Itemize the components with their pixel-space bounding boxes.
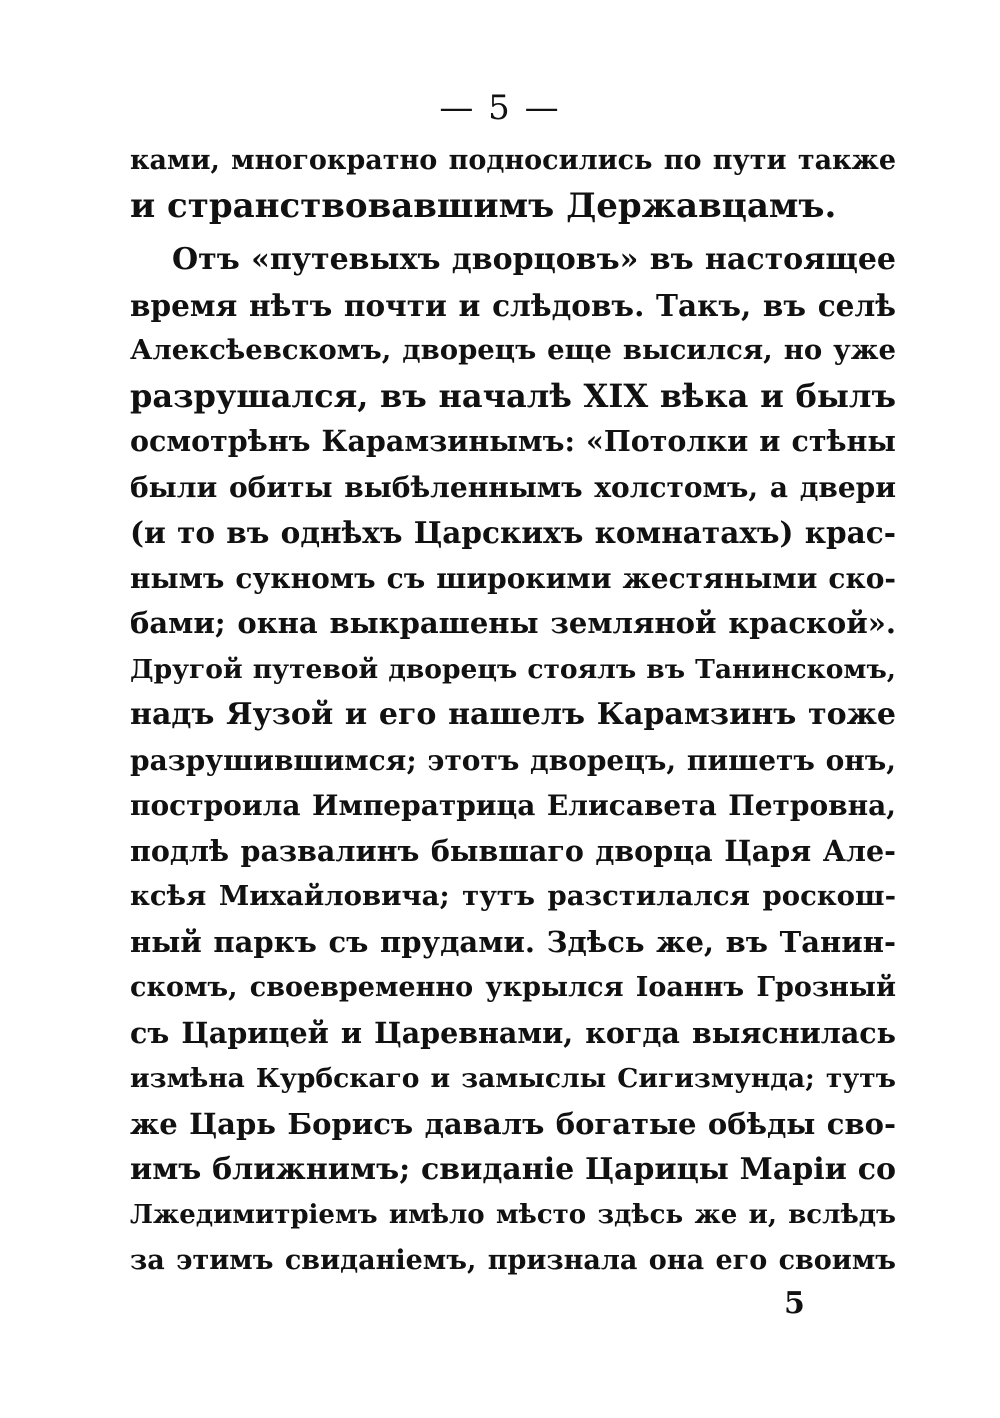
text-line: время нѣтъ почти и слѣдовъ. Такъ, въ селѣ xyxy=(130,287,896,323)
text-line: были обиты выбѣленнымъ холстомъ, а двери xyxy=(130,470,896,504)
text-line: разрушившимся; этотъ дворецъ, пишетъ онъ, xyxy=(130,743,896,777)
text-line: съ Царицей и Царевнами, когда выяснилась xyxy=(130,1015,896,1050)
text-line: осмотрѣнъ Карамзинымъ: «Потолки и стѣны xyxy=(130,424,896,458)
text-line: Другой путевой дворецъ стоялъ въ Танинскомъ, xyxy=(130,653,896,685)
body-text xyxy=(130,138,896,1284)
text-line: Алексѣевскомъ, дворецъ еще высился, но уже xyxy=(130,334,896,366)
text-line: надъ Яузой и его нашелъ Карамзинъ тоже xyxy=(130,697,896,732)
paragraph-1 xyxy=(130,138,896,229)
text-line: Отъ «путевыхъ дворцовъ» въ настоящее xyxy=(172,242,896,277)
text-line: построила Императрица Елисавета Петровна, xyxy=(130,789,896,822)
text-line: скомъ, своевременно укрылся Іоаннъ Грозный xyxy=(130,972,896,1003)
signature-mark: 5 xyxy=(784,1286,805,1321)
text-line: ный паркъ съ прудами. Здѣсь же, въ Танин- xyxy=(130,924,896,959)
text-line: измѣна Курбскаго и замыслы Сигизмунда; тутъ xyxy=(130,1063,896,1094)
text-line: бами; окна выкрашены земляной краской». xyxy=(130,606,896,640)
text-line: ками, многократно подносились по пути также xyxy=(130,145,896,176)
text-line: подлѣ развалинъ бывшаго дворца Царя Але- xyxy=(130,833,896,868)
text-line: и странствовавшимъ Державцамъ. xyxy=(130,185,837,226)
text-line: Лжедимитріемъ имѣло мѣсто здѣсь же и, вслѣдъ xyxy=(130,1199,896,1230)
page-number-header: — 5 — xyxy=(439,88,561,128)
text-line: ксѣя Михайловича; тутъ разстилался роскош- xyxy=(130,880,896,912)
text-line: разрушался, въ началѣ XIX вѣка и былъ xyxy=(130,376,896,415)
text-line: имъ ближнимъ; свиданіе Царицы Маріи со xyxy=(130,1152,896,1187)
text-line: же Царь Борисъ давалъ богатые обѣды сво- xyxy=(130,1106,896,1141)
text-line: (и то въ однѣхъ Царскихъ комнатахъ) крас- xyxy=(130,515,896,550)
text-line: за этимъ свиданіемъ, признала она его своимъ xyxy=(130,1245,896,1276)
paragraph-2 xyxy=(130,237,896,1284)
paragraph-gap xyxy=(130,229,896,237)
text-line: нымъ сукномъ съ широкими жестяными ско- xyxy=(130,561,896,595)
